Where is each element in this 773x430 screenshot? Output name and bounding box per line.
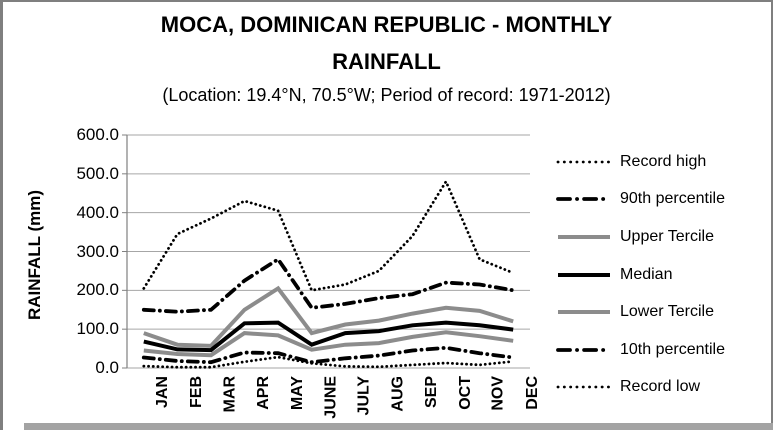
legend-swatch-dashdot [556,343,612,357]
month-label: JULY [355,376,373,416]
y-tick-label: 600.0 [76,125,119,144]
legend-item [556,331,770,369]
chart-legend [556,143,770,406]
legend-swatch-dashdot [556,192,612,206]
chart-title-line-2: RAINFALL [332,49,441,74]
y-tick-label: 400.0 [76,202,119,222]
legend-label: Lower Tercile [620,303,714,321]
month-label: APR [255,376,273,410]
legend-item [556,143,770,181]
legend-swatch-solid [556,268,612,282]
chart-subtitle: (Location: 19.4°N, 70.5°W; Period of record: 1971-2012) [162,85,611,105]
legend-label: 90th percentile [620,190,725,208]
month-label: MAR [221,376,239,413]
legend-label: 10th percentile [620,340,725,358]
legend-item [556,218,770,256]
legend-item [556,293,770,331]
month-label: MAY [288,376,306,411]
legend-label: Upper Tercile [620,227,714,245]
month-label: NOV [490,376,508,411]
legend-swatch-dotted [556,155,612,169]
legend-label: Record low [620,378,701,396]
legend-item [556,256,770,294]
month-label: SEP [422,376,440,409]
legend-swatch-dotted [556,380,612,394]
month-label: OCT [456,376,474,410]
legend-item [556,181,770,219]
series-line-record-high [144,182,513,291]
y-tick-label: 0.0 [95,358,119,377]
chart-title-line-1: MOCA, DOMINICAN REPUBLIC - MONTHLY [160,12,613,37]
y-tick-label: 200.0 [76,280,119,300]
series-line-90th-percentile [144,259,513,311]
month-label: FEB [187,376,205,408]
legend-swatch-solid [556,305,612,319]
legend-swatch-solid [556,230,612,244]
legend-label: Record high [620,152,707,170]
y-tick-label: 300.0 [76,241,119,261]
legend-item [556,369,770,407]
y-tick-label: 500.0 [76,163,119,183]
legend-label: Median [620,265,673,283]
month-label: AUG [389,376,407,412]
y-tick-label: 100.0 [76,319,119,339]
y-axis-title: RAINFALL (mm) [25,190,44,321]
month-label: DEC [523,376,541,410]
month-label: JAN [154,376,172,409]
month-label: JUNE [322,376,340,419]
